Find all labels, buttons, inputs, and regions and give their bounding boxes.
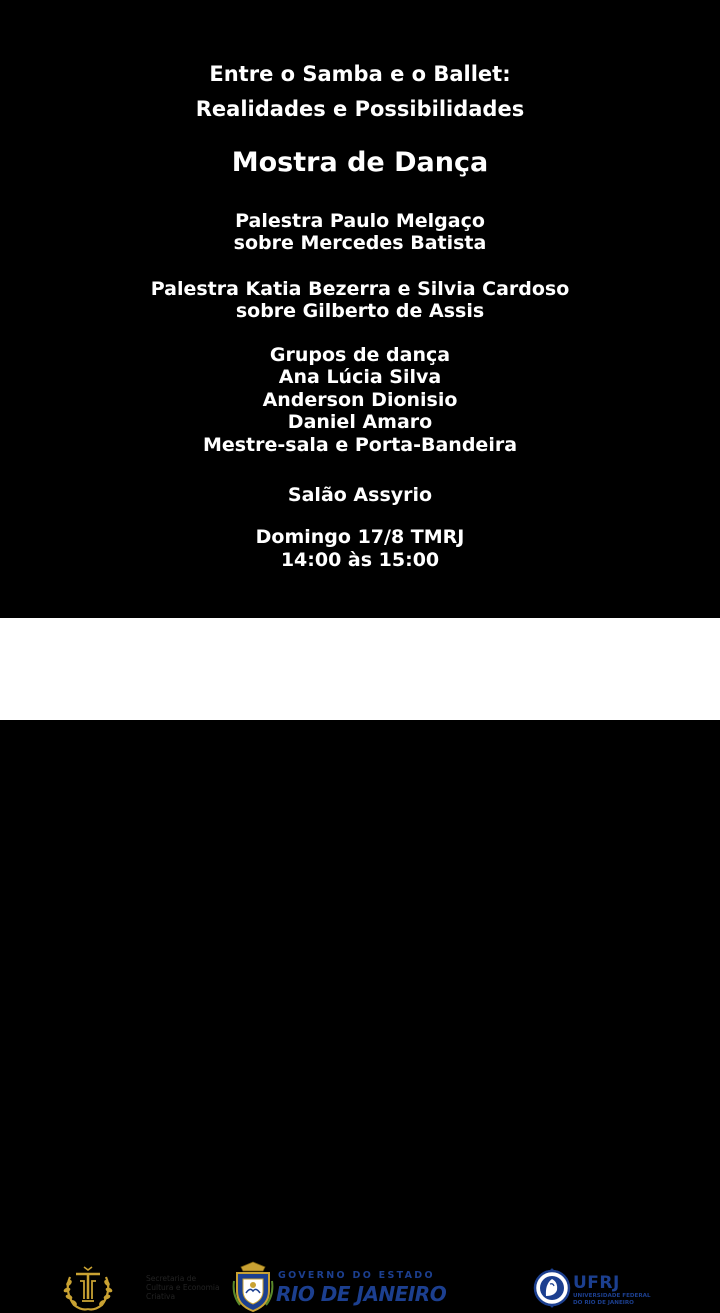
- ufrj-name: UFRJ: [573, 1273, 620, 1293]
- tmrj-laurel-logo: [60, 1265, 116, 1313]
- rio-coat-of-arms-logo: [232, 1261, 274, 1313]
- ufrj-emblem-logo: [533, 1266, 571, 1310]
- governo-label: GOVERNO DO ESTADO: [278, 1270, 435, 1281]
- ufrj-line: UNIVERSIDADE FEDERAL: [573, 1293, 651, 1299]
- group-item: Ana Lúcia Silva: [278, 366, 442, 388]
- talk2-title: Palestra Katia Bezerra e Silvia Cardoso: [150, 278, 570, 300]
- talk1-title: Palestra Paulo Melgaço: [235, 210, 485, 232]
- secretaria-line: Criativa: [146, 1292, 176, 1301]
- event-date: Domingo 17/8 TMRJ: [255, 526, 465, 548]
- ufrj-fullname: [573, 1293, 651, 1306]
- rio-de-janeiro-label: RIO DE JANEIRO: [276, 1282, 447, 1306]
- talk1-subject: sobre Mercedes Batista: [233, 232, 487, 254]
- group-item: Daniel Amaro: [287, 411, 433, 433]
- event-title-line2: Realidades e Possibilidades: [195, 97, 525, 121]
- groups-heading: Grupos de dança: [269, 344, 451, 366]
- secretaria-text: [146, 1274, 220, 1301]
- secretaria-line: Secretaria de: [146, 1274, 197, 1283]
- sponsor-footer: [0, 618, 720, 1306]
- talk2-subject: sobre Gilberto de Assis: [235, 300, 485, 322]
- venue: Salão Assyrio: [287, 484, 433, 506]
- group-item: Mestre-sala e Porta-Bandeira: [202, 434, 518, 456]
- event-panel: [0, 0, 720, 618]
- group-item: Anderson Dionisio: [262, 389, 458, 411]
- secretaria-line: Cultura e Economia: [146, 1283, 220, 1292]
- event-time: 14:00 às 15:00: [280, 549, 440, 571]
- event-title-line1: Entre o Samba e o Ballet:: [209, 62, 511, 86]
- event-subtitle: Mostra de Dança: [231, 147, 489, 178]
- ufrj-line: DO RIO DE JANEIRO: [573, 1299, 634, 1306]
